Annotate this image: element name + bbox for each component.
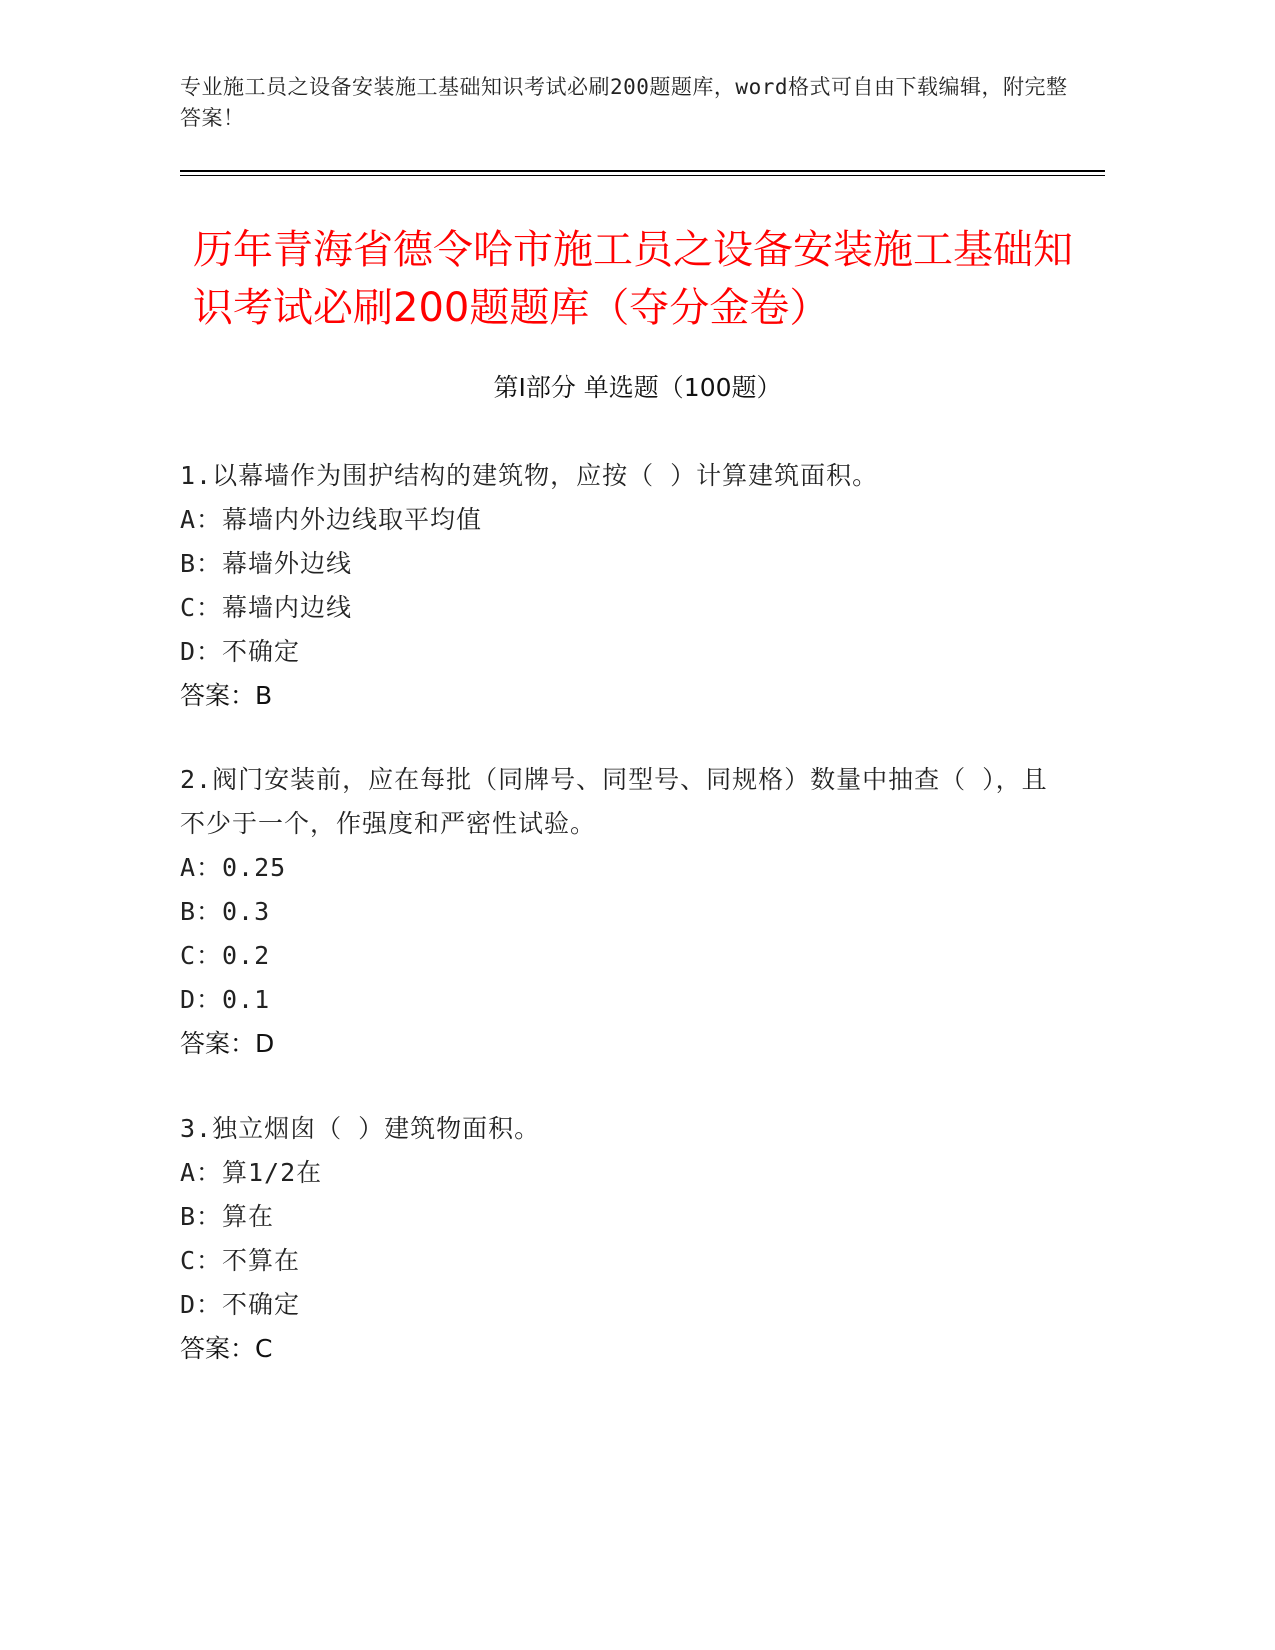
option-a — [180, 846, 1060, 890]
option-label: B： — [180, 897, 223, 926]
question-stem: 3.独立烟囱（ ）建筑物面积。 — [180, 1114, 541, 1143]
option-d — [180, 978, 1060, 1022]
option-text: 0.2 — [222, 941, 271, 970]
header-divider-thick — [180, 170, 1105, 172]
option-c — [180, 1239, 1060, 1283]
section-heading: 第Ⅰ部分 单选题（100题） — [493, 373, 782, 402]
header-note: 专业施工员之设备安装施工基础知识考试必刷200题题库，word格式可自由下载编辑，附完整答案！ — [180, 75, 1068, 130]
option-label: A： — [180, 1158, 223, 1187]
answer-line: 答案：C — [180, 1334, 273, 1363]
option-label: C： — [180, 1246, 223, 1275]
option-label: C： — [180, 941, 223, 970]
option-text: 幕墙外边线 — [222, 549, 353, 578]
question-1 — [180, 454, 1060, 718]
option-text: 幕墙内外边线取平均值 — [222, 505, 483, 534]
question-2 — [180, 758, 1060, 1066]
option-label: A： — [180, 853, 223, 882]
option-label: D： — [180, 637, 223, 666]
option-text: 算1/2在 — [222, 1158, 323, 1187]
option-text: 不确定 — [222, 637, 301, 666]
option-label: D： — [180, 985, 223, 1014]
option-text: 不算在 — [222, 1246, 301, 1275]
option-b — [180, 890, 1060, 934]
option-label: B： — [180, 549, 223, 578]
option-text: 0.3 — [222, 897, 271, 926]
question-3 — [180, 1107, 1060, 1371]
header-divider-thin — [180, 175, 1105, 176]
option-label: A： — [180, 505, 223, 534]
option-label: D： — [180, 1290, 223, 1319]
option-a — [180, 1151, 1060, 1195]
option-text: 0.1 — [222, 985, 271, 1014]
option-d — [180, 1283, 1060, 1327]
option-a — [180, 498, 1060, 542]
option-c — [180, 934, 1060, 978]
option-c — [180, 586, 1060, 630]
option-text: 不确定 — [222, 1290, 301, 1319]
option-label: B： — [180, 1202, 223, 1231]
option-b — [180, 1195, 1060, 1239]
answer-line: 答案：D — [180, 1029, 275, 1058]
document-title: 历年青海省德令哈市施工员之设备安装施工基础知识考试必刷200题题库（夺分金卷） — [193, 227, 1073, 331]
option-b — [180, 542, 1060, 586]
option-d — [180, 630, 1060, 674]
option-text: 幕墙内边线 — [222, 593, 353, 622]
question-stem: 2.阀门安装前，应在每批（同牌号、同型号、同规格）数量中抽查（ ），且不少于一个，作强度和严密性试验。 — [180, 765, 1048, 838]
option-text: 算在 — [222, 1202, 275, 1231]
option-text: 0.25 — [222, 853, 287, 882]
question-stem: 1.以幕墙作为围护结构的建筑物，应按（ ）计算建筑面积。 — [180, 461, 879, 490]
answer-line: 答案：B — [180, 681, 273, 710]
option-label: C： — [180, 593, 223, 622]
